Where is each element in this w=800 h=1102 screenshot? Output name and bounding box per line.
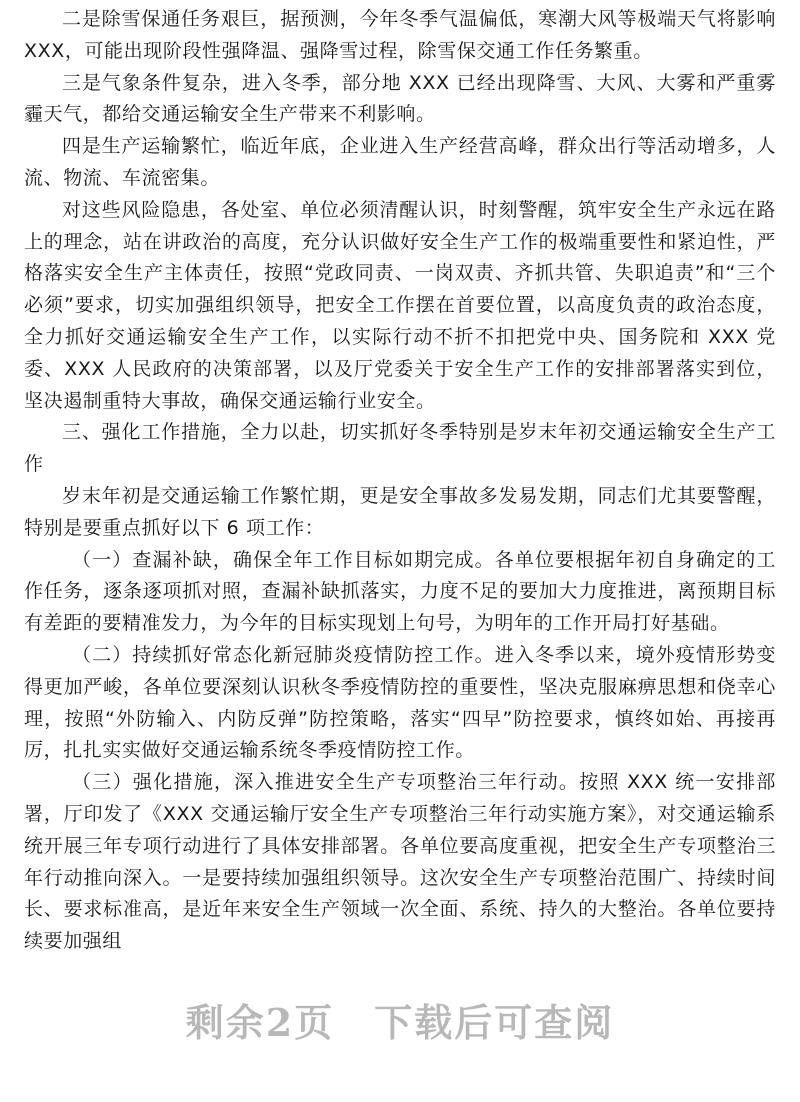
paragraph-year-end-intro: 岁末年初是交通运输工作繁忙期，更是安全事故多发易发期，同志们尤其要警醒，特别是要重点抓好以下 6 项工作： xyxy=(24,484,776,539)
remaining-pages-notice: 剩余2页 下载后可查阅 xyxy=(185,1000,615,1045)
paragraph-item-one: （一）查漏补缺，确保全年工作目标如期完成。各单位要根据年初自身确定的工作任务，逐条逐项抓对照，查漏补缺抓落实，力度不足的要加大力度推进，离预期目标有差距的要精准发力，为今年的目标实现划上句号，为明年的工作开局打好基础。 xyxy=(24,548,776,635)
paragraph-busy-transport: 四是生产运输繁忙，临近年底，企业进入生产经营高峰，群众出行等活动增多，人流、物流、车流密集。 xyxy=(24,135,776,189)
section-heading-three: 三、强化工作措施，全力以赴，切实抓好冬季特别是岁末年初交通运输安全生产工作 xyxy=(24,421,776,476)
paragraph-risk-awareness: 对这些风险隐患，各处室、单位必须清醒认识，时刻警醒，筑牢安全生产永远在路上的理念，站在讲政治的高度，充分认识做好安全生产工作的极端重要性和紧迫性，严格落实安全生产主体责任，按照“党政同责、一岗双责、齐抓共管、失职追责”和“三个必须”要求，切实加强组织领导，把安全工作摆在首要位置，以高度负责的政治态度，全力抓好交通运输安全生产工作，以实际行动不折不扣把党中央、国务院和 XXX 党委、XXX 人民政府的决策部署，以及厅党委关于安全生产工作的安排部署落实到位，坚决遏制重特大事故，确保交通运输行业安全。 xyxy=(24,198,776,412)
document-body xyxy=(24,4,776,958)
paragraph-weather-conditions: 三是气象条件复杂，进入冬季，部分地 XXX 已经出现降雪、大风、大雾和严重雾霾天气，都给交通运输安全生产带来不利影响。 xyxy=(24,71,776,126)
paragraph-item-two: （二）持续抓好常态化新冠肺炎疫情防控工作。进入冬季以来，境外疫情形势变得更加严峻，各单位要深刻认识秋冬季疫情防控的重要性，坚决克服麻痹思想和侥幸心理，按照“外防输入、内防反弹”防控策略，落实“四早”防控要求，慎终如始、再接再厉，扎扎实实做好交通运输系统冬季疫情防控工作。 xyxy=(24,643,776,762)
paragraph-snow-clearing: 二是除雪保通任务艰巨，据预测，今年冬季气温偏低，寒潮大风等极端天气将影响XXX，可能出现阶段性强降温、强降雪过程，除雪保交通工作任务繁重。 xyxy=(24,8,776,62)
document-page xyxy=(24,0,776,1102)
paragraph-item-three: （三）强化措施，深入推进安全生产专项整治三年行动。按照 XXX 统一安排部署，厅印发了《XXX 交通运输厅安全生产专项整治三年行动实施方案》，对交通运输系统开展三年专项行动进行了具体安排部署。各单位要高度重视，把安全生产专项整治三年行动推向深入。一是要持续加强组织领导。这次安全生产专项整治范围广、持续时间长、要求标准高，是近年来安全生产领域一次全面、系统、持久的大整治。各单位要持续要加强组 xyxy=(24,771,776,953)
